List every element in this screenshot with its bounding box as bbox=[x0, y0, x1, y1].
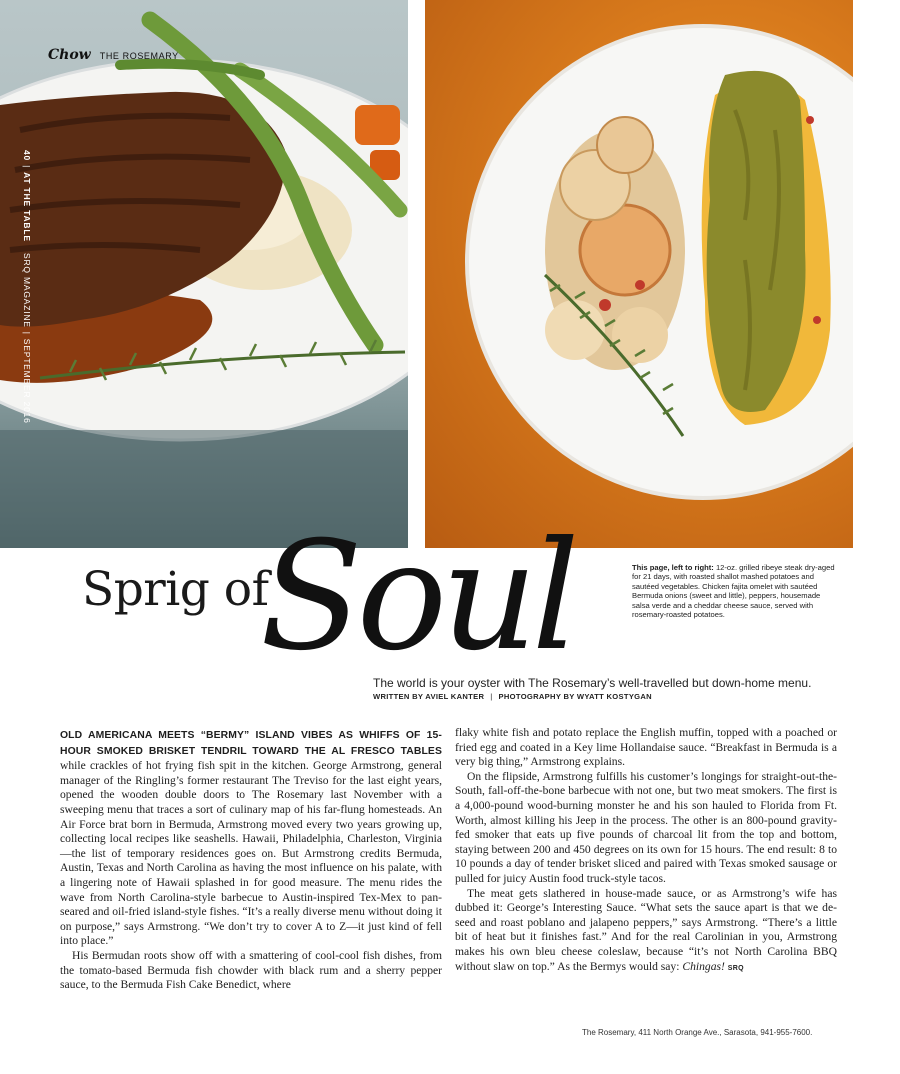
page-number: 40 bbox=[22, 150, 32, 162]
dek: The world is your oyster with The Rosemary’s well-travelled but down-home menu. bbox=[373, 676, 812, 690]
section-tag bbox=[48, 47, 179, 63]
body-column-right bbox=[455, 726, 837, 976]
caption-lead: This page, left to right: bbox=[632, 563, 714, 572]
paragraph-text: while crackles of hot frying fish spit in the kitchen. George Armstrong, general manager of the Ringling’s former restaurant The Treviso for the last eight years, opened the wooden double doors to The Rosemary last November with a sweeping menu that traces a sort of culinary map of his far-flung homesteads. An Air Force brat born in Bermuda, Armstrong moved every two years growing up, collecting local recipes like seashells. Hawaii, Philadelphia, Charleston, Virginia—the list of temporary residences goes on. But Armstrong credits Bermuda, Austin, Texas and North Carolina as having the most influence on his palate, with a lingering note of Hawaii splashed in for good measure. The menu rides the wave from North Carolina-style barbecue to Austin-inspired Tex-Mex to pan-seared and oil-fried island-style fishes. “It’s a really diverse menu without doing it on purpose,” says Armstrong. “We don’t try to cover A to Z—it just kind of fell into place.” bbox=[60, 759, 442, 948]
writer-credit: WRITTEN BY AVIEL KANTER bbox=[373, 692, 485, 701]
venue-info: The Rosemary, 411 North Orange Ave., Sarasota, 941-955-7600. bbox=[582, 1028, 813, 1037]
closing-exclamation: Chingas! bbox=[682, 959, 725, 973]
photo-caption bbox=[632, 563, 837, 619]
credits bbox=[373, 692, 652, 701]
caption-text: 12-oz. grilled ribeye steak dry-aged for 21 days, with roasted shallot mashed potatoes and sautéed vegetables. Chicken fajita omelet with sautéed Bermuda onions (sweet and little), peppers, housemade salsa verde and a cheddar cheese sauce, served with rosemary-roasted potatoes. bbox=[632, 563, 835, 620]
body-column-left bbox=[60, 728, 442, 993]
title-prefix: Sprig of bbox=[82, 562, 269, 617]
folio-magazine: SRQ MAGAZINE bbox=[22, 252, 32, 328]
body-paragraph bbox=[455, 887, 837, 977]
body-paragraph bbox=[60, 728, 442, 949]
folio-column: AT THE TABLE bbox=[22, 172, 32, 242]
end-mark: SRQ bbox=[727, 964, 744, 972]
body-paragraph: His Bermudan roots show off with a smattering of cool-cool fish dishes, from the tomato-based Bermuda fish chowder with black rum and a sherry pepper sauce, to the Bermuda Fish Cake Benedict, where bbox=[60, 948, 442, 992]
photographer-credit: PHOTOGRAPHY BY WYATT KOSTYGAN bbox=[498, 692, 652, 701]
folio-date: SEPTEMBER 2016 bbox=[22, 338, 32, 424]
section-name: Chow bbox=[48, 47, 91, 63]
credit-separator: | bbox=[490, 692, 493, 701]
steak-photo bbox=[0, 0, 408, 548]
folio: 40|AT THE TABLE SRQ MAGAZINE|SEPTEMBER 2016 bbox=[22, 150, 32, 424]
paragraph-text: The meat gets slathered in house-made sauce, or as Armstrong’s wife has dubbed it: George’s Interesting Sauce. “What sets the sauce apart is that we de-seed and roast poblano and jalapeno peppers,” says Armstrong. “There’s a little bit of heat but it finishes fast.” And for the real Carolinian in you, Armstrong makes his own bleu cheese coleslaw, because “it’s not North Carolina BBQ without slaw on top.” As the Bermys would say: bbox=[455, 886, 837, 973]
subsection-name: THE ROSEMARY bbox=[99, 51, 179, 61]
title-main: Soul bbox=[260, 510, 574, 684]
omelet-photo bbox=[425, 0, 853, 548]
lead-in: OLD AMERICANA MEETS “BERMY” ISLAND VIBES AS WHIFFS OF 15-HOUR SMOKED BRISKET TENDRIL TOWARD THE AL FRESCO TABLES bbox=[60, 730, 442, 757]
body-paragraph: On the flipside, Armstrong fulfills his customer’s longings for straight-out-the-South, fall-off-the-bone barbecue with not one, but two meat smokers. The first is a 4,000-pound wood-burning monster he and his son hauled to Florida from Ft. Worth, almost killing his Jeep in the process. The other is an 800-pound gravity-fed smoker that eats up five pounds of charcoal lit from the top and bottom, staying between 200 and 450 degrees on its own for 15 hours. The end result: 8 to 10 pounds a day of tender brisket sliced and paired with Texas smoked sausage or pulled for juicy Austin food truck-style tacos. bbox=[455, 769, 837, 885]
body-paragraph: flaky white fish and potato replace the English muffin, topped with a poached or fried egg and coated in a Key lime Hollandaise sauce. “Breakfast in Bermuda is a very big thing,” Armstrong explains. bbox=[455, 726, 837, 769]
